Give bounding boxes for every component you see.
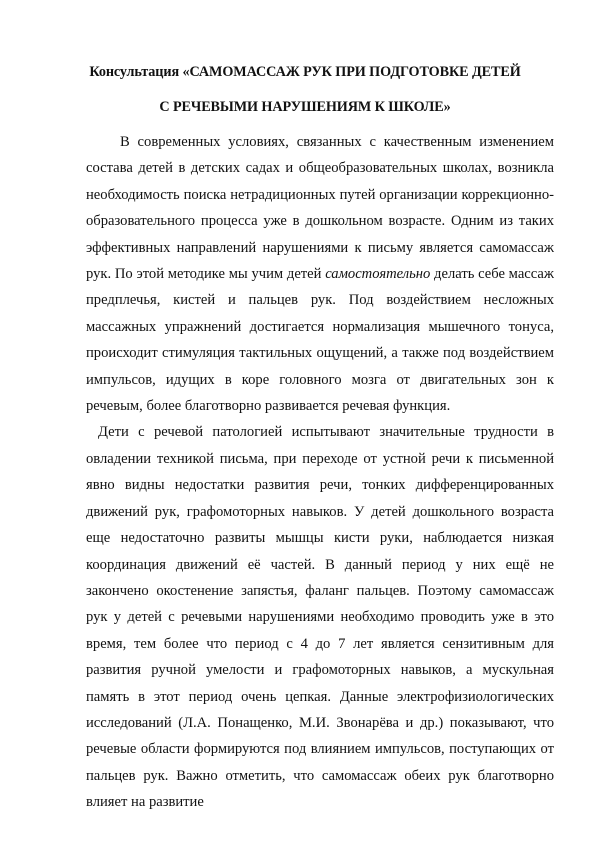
paragraph-2: Дети с речевой патологией испытывают значительные трудности в овладении техникой письма, при переходе от устной речи к письменной явно видны недостатки развития речи, тонких дифференцированных движений рук, графомоторных навыков. У детей дошкольного возраста еще недостаточно развиты мышцы кисти руки, наблюдается низкая координация движений её частей. В данный период у них ещё не закончено окостенение запястья, фаланг пальцев. Поэтому самомассаж рук у детей с речевыми нарушениями необходимо проводить уже в это время, тем более что период с 4 до 7 лет является сензитивным для развития ручной умелости и графомоторных навыков, а мускульная память в этот период очень цепкая. Данные электрофизиологических исследований (Л.А. Понащенко, М.И. Звонарёва и др.) показывают, что речевые области формируются под влиянием импульсов, поступающих от пальцев рук. Важно отметить, что самомассаж обеих рук благотворно влияет на развитие xyxy=(86,424,554,811)
paragraph-1-text-start: В современных условиях, связанных с качественным изменением состава детей в детских садах и общеобразовательных школах, возникла необходимость поиска нетрадиционных путей организации коррекционно-образовательного процесса уже в дошкольном возрасте. Одним из таких эффективных направлений нарушениями к письму является самомассаж рук. По этой методике мы учим детей xyxy=(86,134,554,283)
title-line-1: Консультация «САМОМАССАЖ РУК ПРИ ПОДГОТОВКЕ ДЕТЕЙ xyxy=(89,64,521,80)
document-body xyxy=(86,129,554,816)
paragraph-1 xyxy=(86,129,554,419)
title-line-2: С РЕЧЕВЫМИ НАРУШЕНИЯМ К ШКОЛЕ» xyxy=(159,99,451,115)
paragraph-1-italic-word: самостоятельно xyxy=(325,266,431,283)
document-title xyxy=(60,55,550,125)
paragraph-1-text-end: делать себе массаж предплечья, кистей и пальцев рук. Под воздействием несложных массажных упражнений достигается нормализация мышечного тонуса, происходит стимуляция тактильных ощущений, а также под воздействием импульсов, идущих в коре головного мозга от двигательных зон к речевым, более благотворно развивается речевая функция. xyxy=(86,266,554,415)
